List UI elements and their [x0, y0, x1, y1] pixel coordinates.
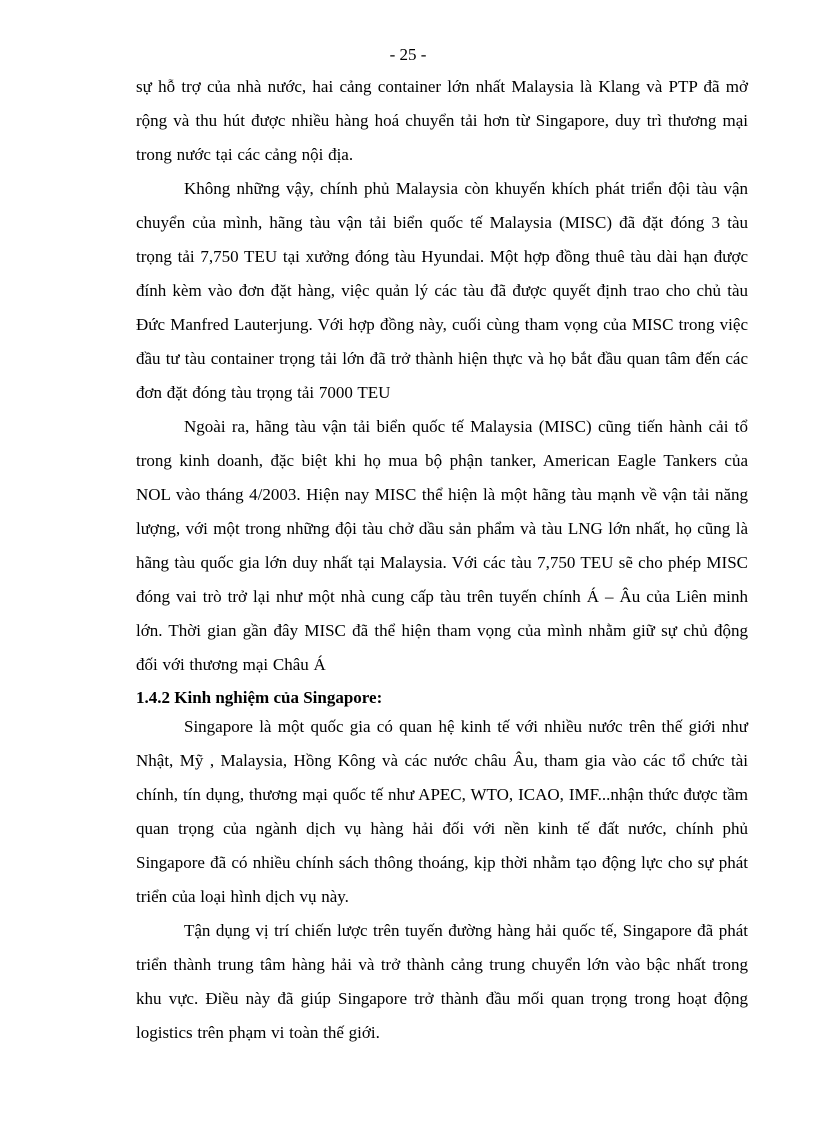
paragraph: Không những vậy, chính phủ Malaysia còn khuyến khích phát triển đội tàu vận chuyển của mình, hãng tàu vận tải biển quốc tế Malaysia (MISC) đã đặt đóng 3 tàu trọng tải 7,750 TEU tại xưởng đóng tàu Hyundai. Một hợp đồng thuê tàu dài hạn được đính kèm vào đơn đặt hàng, việc quản lý các tàu đã được quyết định trao cho chủ tàu Đức Manfred Lauterjung. Với hợp đồng này, cuối cùng tham vọng của MISC trong việc đầu tư tàu container trọng tải lớn đã trở thành hiện thực và họ bắt đầu quan tâm đến các đơn đặt đóng tàu trọng tải 7000 TEU [136, 179, 748, 402]
paragraph: Singapore là một quốc gia có quan hệ kinh tế với nhiều nước trên thế giới như Nhật, Mỹ , Malaysia, Hồng Kông và các nước châu Âu, tham gia vào các tổ chức tài chính, tín dụng, thương mại quốc tế như APEC, WTO, ICAO, IMF...nhận thức được tầm quan trọng của ngành dịch vụ hàng hải đối với nền kinh tế đất nước, chính phủ Singapore đã có nhiều chính sách thông thoáng, kịp thời nhằm tạo động lực cho sự phát triển của loại hình dịch vụ này. [136, 717, 748, 906]
page-number: - 25 - [389, 45, 427, 64]
paragraph: Tận dụng vị trí chiến lược trên tuyến đường hàng hải quốc tế, Singapore đã phát triển thành trung tâm hàng hải và trở thành cảng trung chuyển lớn vào bậc nhất trong khu vực. Điều này đã giúp Singapore trở thành đầu mối quan trọng trong hoạt động logistics trên phạm vi toàn thế giới. [136, 921, 748, 1042]
section-heading: 1.4.2 Kinh nghiệm của Singapore: [136, 688, 383, 707]
document-body [136, 70, 748, 1050]
paragraph: sự hỗ trợ của nhà nước, hai cảng container lớn nhất Malaysia là Klang và PTP đã mở rộng và thu hút được nhiều hàng hoá chuyển tải hơn từ Singapore, duy trì thương mại trong nước tại các cảng nội địa. [136, 77, 748, 164]
paragraph: Ngoài ra, hãng tàu vận tải biển quốc tế Malaysia (MISC) cũng tiến hành cải tổ trong kinh doanh, đặc biệt khi họ mua bộ phận tanker, American Eagle Tankers của NOL vào tháng 4/2003. Hiện nay MISC thể hiện là một hãng tàu mạnh về vận tải năng lượng, với một trong những đội tàu chở dầu sản phẩm và tàu LNG lớn nhất, họ cũng là hãng tàu quốc gia lớn duy nhất tại Malaysia. Với các tàu 7,750 TEU sẽ cho phép MISC đóng vai trò trở lại như một nhà cung cấp tàu trên tuyến chính Á – Âu của Liên minh lớn. Thời gian gần đây MISC đã thể hiện tham vọng của mình nhằm giữ sự chủ động đối với thương mại Châu Á [136, 417, 748, 674]
